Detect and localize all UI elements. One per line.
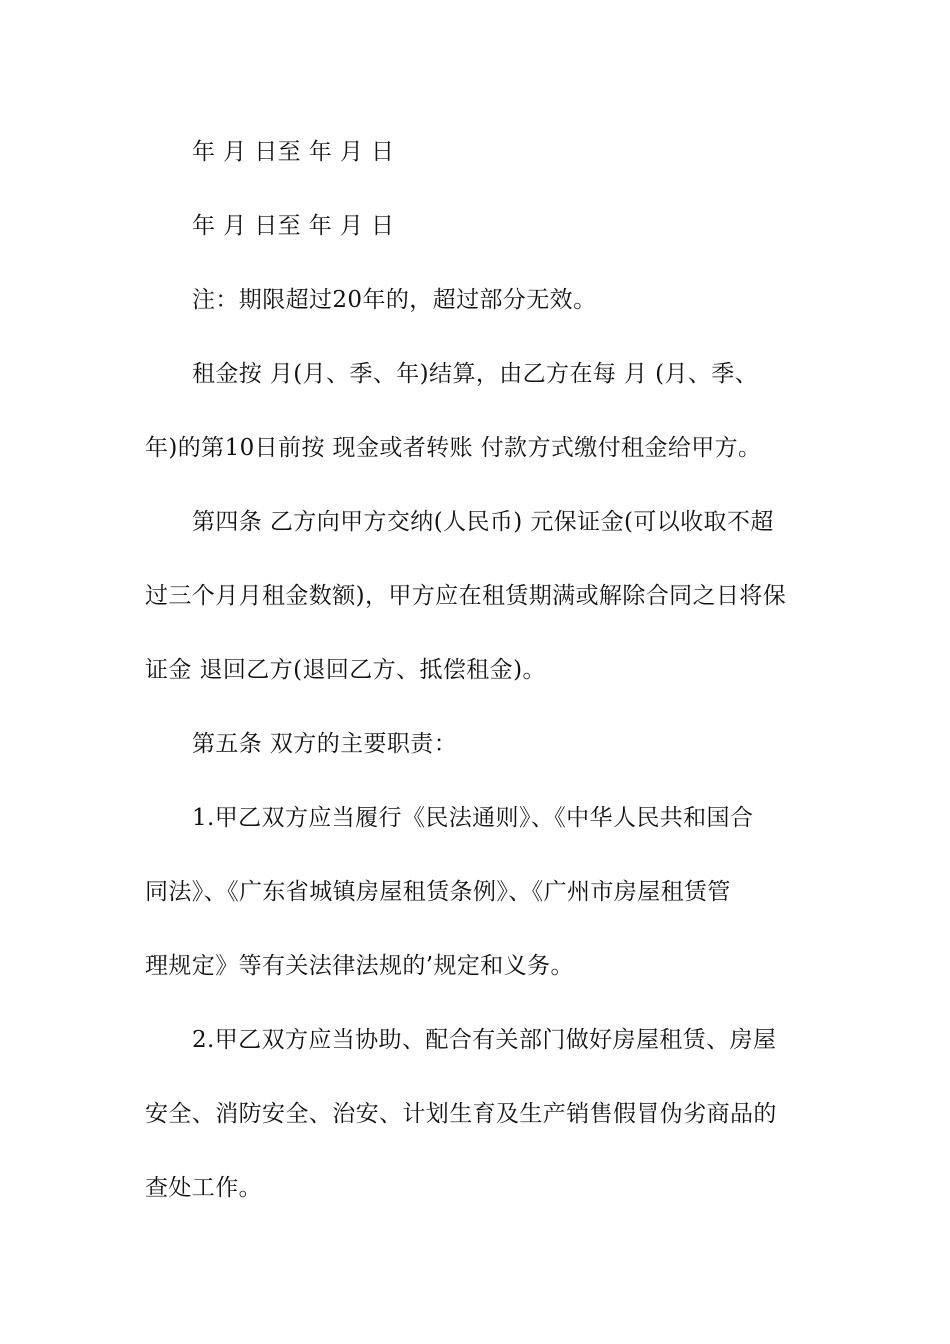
date-range-line-2: 年 月 日至 年 月 日 [192,213,395,239]
clause-two-line-1: 2.甲乙双方应当协助、配合有关部门做好房屋租赁、房屋 [192,1027,777,1053]
article-four-line-3: 证金 退回乙方(退回乙方、抵偿租金)。 [145,657,546,683]
clause-one-line-3: 理规定》等有关法律法规的’规定和义务。 [145,953,574,979]
article-four-line-1: 第四条 乙方向甲方交纳(人民币) 元保证金(可以收取不超 [192,509,774,535]
clause-one-line-1: 1.甲乙双方应当履行《民法通则》、《中华人民共和国合 [192,805,754,831]
term-note-line: 注：期限超过20年的，超过部分无效。 [192,287,597,313]
clause-one-line-2: 同法》、《广东省城镇房屋租赁条例》、《广州市房屋租赁管 [145,879,731,905]
clause-two-line-2: 安全、消防安全、治安、计划生育及生产销售假冒伪劣商品的 [145,1101,777,1127]
date-range-line-1: 年 月 日至 年 月 日 [192,139,395,165]
rent-paragraph-line-1: 租金按 月(月、季、年)结算，由乙方在每 月 (月、季、 [192,361,759,387]
article-five-heading: 第五条 双方的主要职责： [192,731,458,757]
clause-two-line-3: 查处工作。 [145,1175,262,1201]
article-four-line-2: 过三个月月租金数额)，甲方应在租赁期满或解除合同之日将保 [145,583,787,609]
rent-paragraph-line-2: 年)的第10日前按 现金或者转账 付款方式缴付租金给甲方。 [145,435,762,461]
